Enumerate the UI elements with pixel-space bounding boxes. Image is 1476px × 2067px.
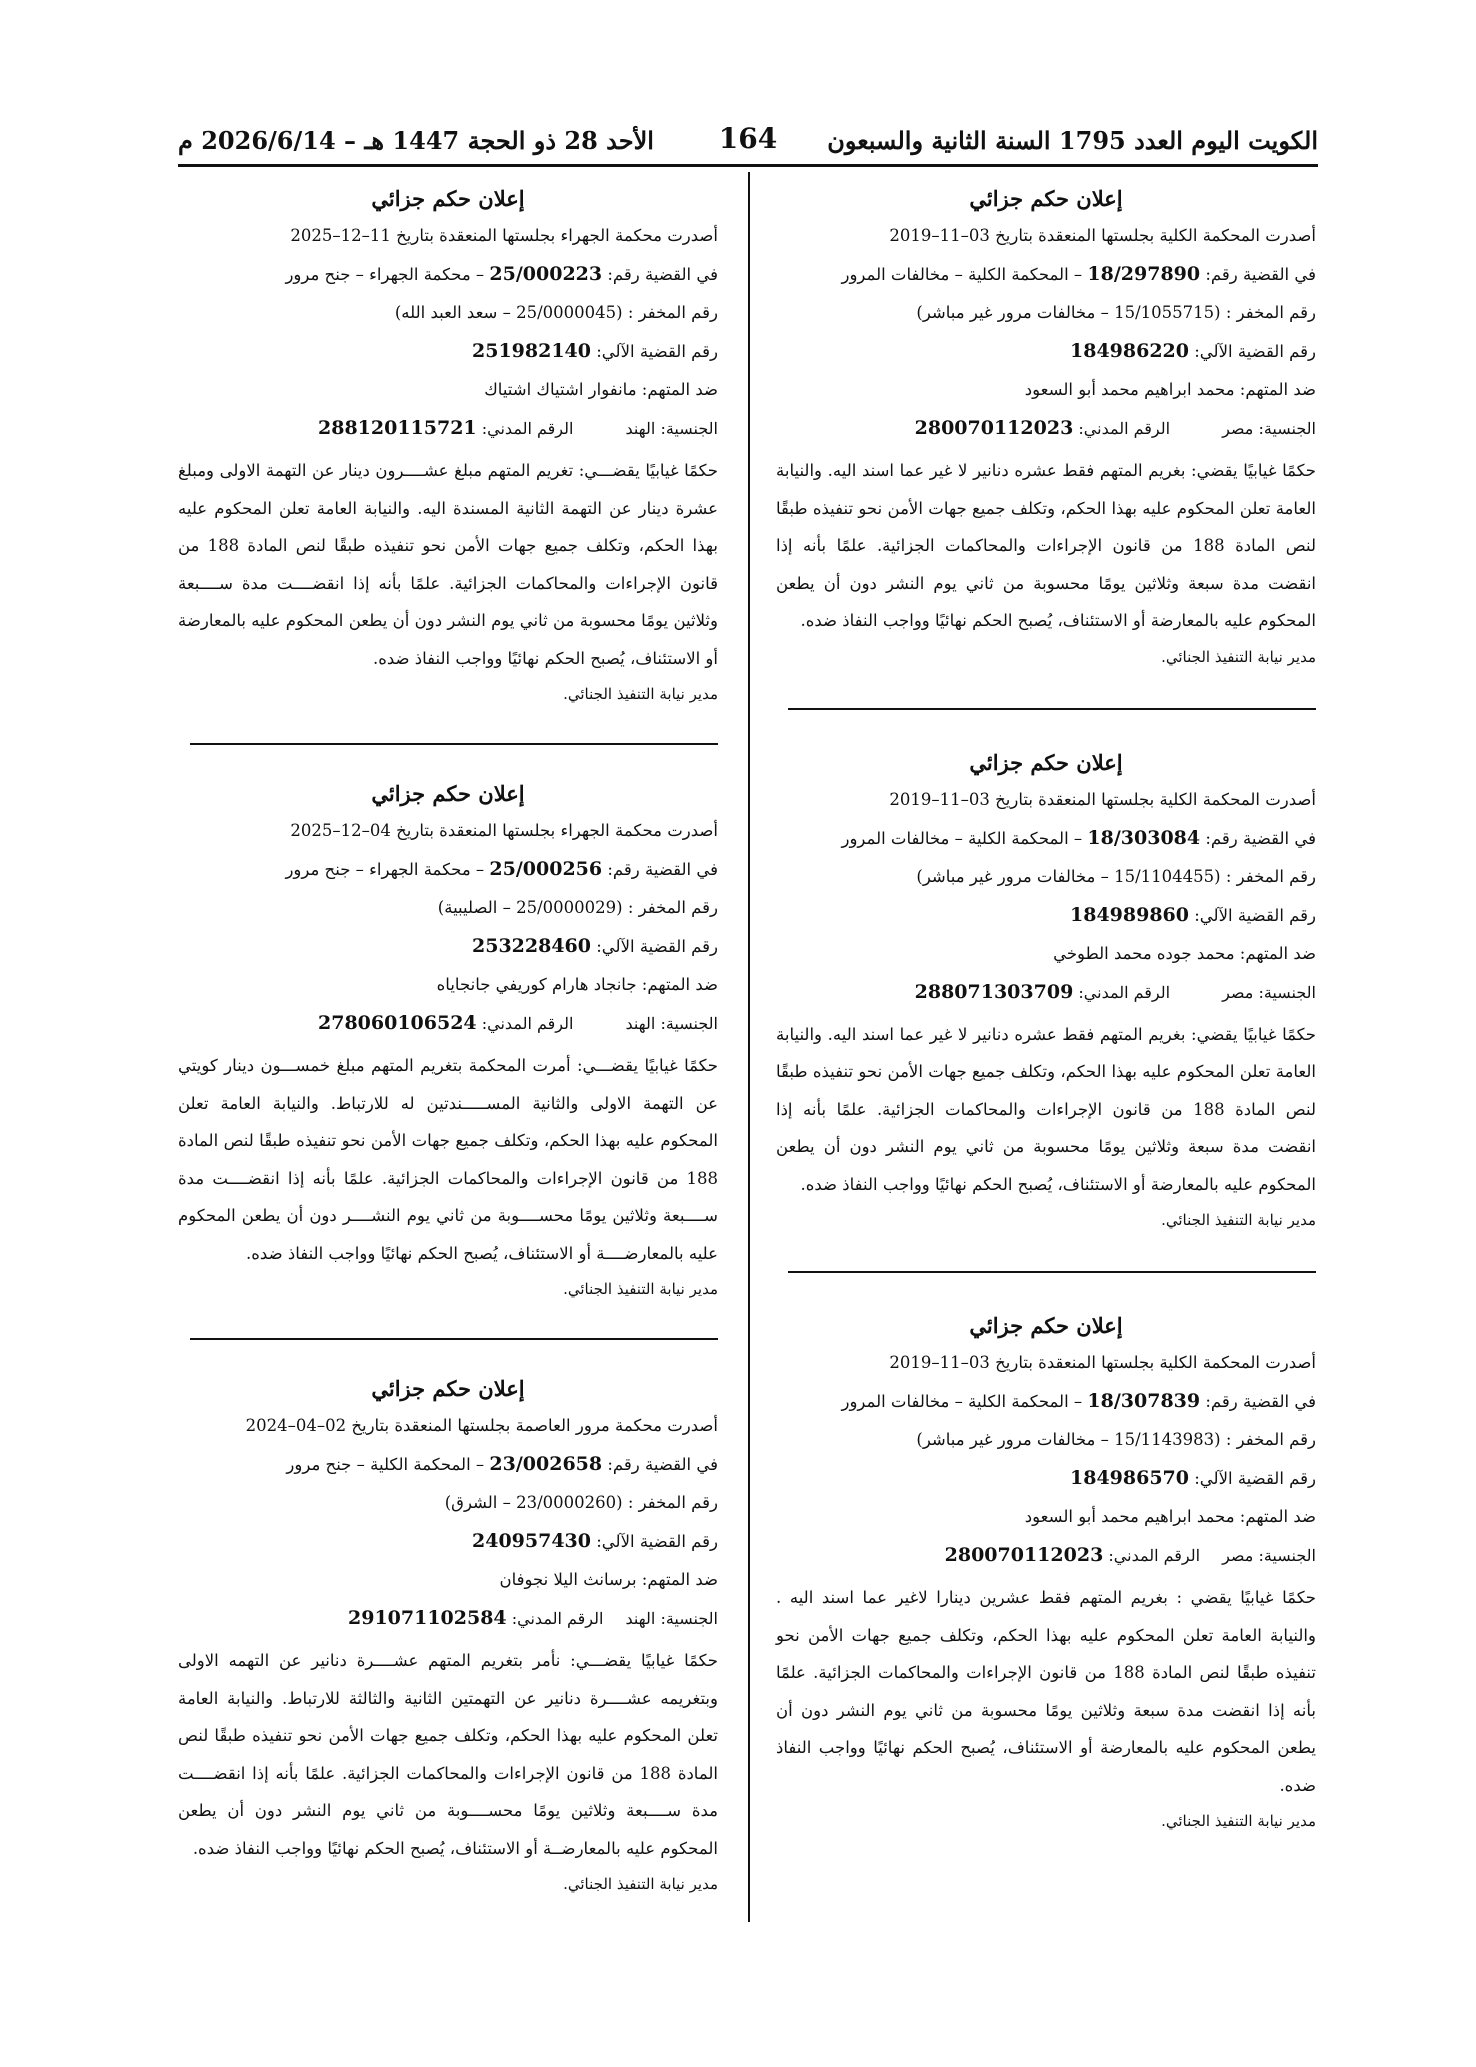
case-line: في القضية رقم: 18/307839 – المحكمة الكلية – مخالفات المرور: [841, 1390, 1316, 1412]
column-divider: [748, 172, 750, 1922]
nationality-line: الجنسية: مصرالرقم المدني: 288071303709: [914, 980, 1316, 1003]
notice: [178, 1376, 718, 1895]
nationality-line: الجنسية: الهندالرقم المدني: 278060106524: [318, 1012, 718, 1034]
notice: [178, 781, 718, 1300]
notice-title: إعلان حكم جزائي: [371, 1376, 525, 1401]
nationality-line: الجنسية: الهندالرقم المدني: 291071102584: [348, 1607, 718, 1629]
notice-separator: [190, 1338, 718, 1340]
notice-signature: مدير نيابة التنفيذ الجنائي.: [1161, 1812, 1316, 1830]
notice-signature: مدير نيابة التنفيذ الجنائي.: [1161, 1211, 1316, 1229]
nationality-line: الجنسية: الهندالرقم المدني: 288120115721: [318, 417, 718, 439]
accused-line: ضد المتهم: برسانث اليلا نجوفان: [499, 1570, 718, 1589]
notice-separator: [788, 708, 1316, 710]
notice-body: حكمًا غيابيًا يقضي : بغريم المتهم فقط عشرين دينارا لاغير عما اسند اليه . والنيابة العامة تعلن المحكوم عليه بهذا الحكم، وتكلف جميع جهات الأمن نحو تنفيذه طبقًا لنص المادة 188 من قانون الإجراءات والمحاكمات الجزائية. علمًا بأنه إذا انقضت مدة سبعة وثلاثين يومًا محسوبة من ثاني يوم النشر دون أن يطعن المحكوم عليه بالمعارضة أو الاستئناف، يُصبح الحكم نهائيًا وواجب النفاذ ضده.: [776, 1588, 1317, 1795]
left-column: [178, 186, 718, 1895]
right-column: [776, 186, 1316, 1832]
station-line: رقم المخفر : (15/1143983 – مخالفات مرور غير مباشر): [916, 1430, 1316, 1449]
court-line: أصدرت المحكمة الكلية بجلستها المنعقدة بتاريخ 03–11–2019: [889, 1353, 1316, 1372]
station-line: رقم المخفر : (25/0000029 – الصليبية): [437, 898, 718, 917]
auto-case-line: رقم القضية الآلي: 240957430: [472, 1530, 718, 1552]
station-line: رقم المخفر : (25/0000045 – سعد العبد الله): [394, 303, 718, 322]
auto-case-line: رقم القضية الآلي: 251982140: [472, 340, 718, 362]
accused-line: ضد المتهم: محمد ابراهيم محمد أبو السعود: [1024, 380, 1316, 399]
auto-case-line: رقم القضية الآلي: 184989860: [1070, 903, 1316, 926]
notice-body: حكمًا غيابيًا يقضـــي: أمرت المحكمة بتغريم المتهم مبلغ خمســـون دينار كويتي عن التهمة الاولى والثانية المســـــندتين له للارتباط. والنيابة العامة تعلن المحكوم عليه بهذا الحكم، وتكلف جميع جهات الأمن نحو تنفيذه طبقًا لنص المادة 188 من قانون الإجراءات والمحاكمات الجزائية. علمًا بأنه إذا انقضــــت مدة ســــبعة وثلاثين يومًا محســــوبة من ثاني يوم النشــــر دون أن يطعن المحكوم عليه بالمعارضــــة أو الاستئناف، يُصبح الحكم نهائيًا وواجب النفاذ ضده.: [178, 1056, 718, 1263]
notice-title: إعلان حكم جزائي: [371, 781, 525, 806]
notice-body: حكمًا غيابيًا يقضي: بغريم المتهم فقط عشره دنانير لا غير عما اسند اليه. والنيابة العامة تعلن المحكوم عليه بهذا الحكم، وتكلف جميع جهات الأمن نحو تنفيذه طبقًا لنص المادة 188 من قانون الإجراءات والمحاكمات الجزائية. علمًا بأنه إذا انقضت مدة سبعة وثلاثين يومًا محسوبة من ثاني يوم النشر دون أن يطعن المحكوم عليه بالمعارضة أو الاستئناف، يُصبح الحكم نهائيًا وواجب النفاذ ضده.: [776, 1024, 1316, 1194]
notice-signature: مدير نيابة التنفيذ الجنائي.: [563, 1875, 718, 1893]
nationality-line: الجنسية: مصرالرقم المدني: 280070112023: [914, 417, 1316, 439]
auto-case-line: رقم القضية الآلي: 253228460: [472, 935, 718, 957]
case-line: في القضية رقم: 25/000223 – محكمة الجهراء – جنح مرور: [285, 263, 718, 285]
notice-separator: [190, 743, 718, 745]
page-header: [178, 118, 1318, 166]
station-line: رقم المخفر : (15/1055715 – مخالفات مرور غير مباشر): [916, 303, 1316, 322]
case-line: في القضية رقم: 18/303084 – المحكمة الكلية – مخالفات المرور: [841, 826, 1316, 849]
notice-body: حكمًا غيابيًا يقضـــي: تغريم المتهم مبلغ عشــــرون دينار عن التهمة الاولى ومبلغ عشرة دينار عن التهمة الثانية المسندة اليه. والنيابة العامة تعلن المحكوم عليه بهذا الحكم، وتكلف جميع جهات الأمن نحو تنفيذه طبقًا لنص المادة 188 من قانون الإجراءات والمحاكمات الجزائية. علمًا بأنه إذا انقضــــت مدة ســــبعة وثلاثين يومًا محسوبة من ثاني يوم النشر دون أن يطعن المحكوم عليه بالمعارضة أو الاستئناف، يُصبح الحكم نهائيًا وواجب النفاذ ضده.: [178, 461, 718, 668]
notice: [776, 750, 1316, 1232]
issue-info: الكويت اليوم العدد 1795 السنة الثانية والسبعون: [827, 126, 1318, 155]
court-line: أصدرت المحكمة الكلية بجلستها المنعقدة بتاريخ 03–11–2019: [889, 226, 1316, 245]
notice: [178, 186, 718, 705]
header-rule: [178, 164, 1318, 167]
case-line: في القضية رقم: 23/002658 – المحكمة الكلية – جنح مرور: [286, 1453, 718, 1475]
court-line: أصدرت محكمة الجهراء بجلستها المنعقدة بتاريخ 11–12–2025: [290, 226, 718, 245]
notice-title: إعلان حكم جزائي: [371, 186, 525, 211]
page-number: 164: [718, 122, 778, 155]
accused-line: ضد المتهم: محمد ابراهيم محمد أبو السعود: [1024, 1507, 1316, 1526]
notice-title: إعلان حكم جزائي: [969, 749, 1123, 775]
notice-body: حكمًا غيابيًا يقضـــي: نأمر بتغريم المتهم عشــــرة دنانير عن التهمه الاولى وبتغريمه عشــــرة دنانير عن التهمتين الثانية والثالثة للارتباط. والنيابة العامة تعلن المحكوم عليه بهذا الحكم، وتكلف جميع جهات الأمن نحو تنفيذه طبقًا لنص المادة 188 من قانون الإجراءات والمحاكمات الجزائية. علمًا بأنه إذا انقضــــت مدة ســــبعة وثلاثين يومًا محســــوبة من ثاني يوم النشر دون أن يطعن المحكوم عليه بالمعارضــة أو الاستئناف، يُصبح الحكم نهائيًا وواجب النفاذ ضده.: [178, 1651, 718, 1858]
notice-title: إعلان حكم جزائي: [969, 186, 1123, 211]
court-line: أصدرت محكمة مرور العاصمة بجلستها المنعقدة بتاريخ 02–04–2024: [245, 1416, 718, 1435]
auto-case-line: رقم القضية الآلي: 184986570: [1070, 1467, 1316, 1489]
notice-signature: مدير نيابة التنفيذ الجنائي.: [563, 685, 718, 703]
court-line: أصدرت المحكمة الكلية بجلستها المنعقدة بتاريخ 03–11–2019: [889, 789, 1316, 809]
accused-line: ضد المتهم: جانجاد هارام كوريفي جانجاياه: [436, 975, 718, 994]
notice-body: حكمًا غيابيًا يقضي: بغريم المتهم فقط عشره دنانير لا غير عما اسند اليه. والنيابة العامة تعلن المحكوم عليه بهذا الحكم، وتكلف جميع جهات الأمن نحو تنفيذه طبقًا لنص المادة 188 من قانون الإجراءات والمحاكمات الجزائية. علمًا بأنه إذا انقضت مدة سبعة وثلاثين يومًا محسوبة من ثاني يوم النشر دون أن يطعن المحكوم عليه بالمعارضة أو الاستئناف، يُصبح الحكم نهائيًا وواجب النفاذ ضده.: [776, 461, 1316, 630]
notice-separator: [788, 1271, 1316, 1273]
accused-line: ضد المتهم: محمد جوده محمد الطوخي: [1053, 943, 1316, 963]
case-line: في القضية رقم: 18/297890 – المحكمة الكلية – مخالفات المرور: [841, 263, 1316, 285]
station-line: رقم المخفر : (15/1104455 – مخالفات مرور غير مباشر): [916, 866, 1316, 886]
notice: [776, 186, 1316, 668]
notice-title: إعلان حكم جزائي: [969, 1313, 1123, 1338]
case-line: في القضية رقم: 25/000256 – محكمة الجهراء – جنح مرور: [285, 858, 718, 880]
notice-signature: مدير نيابة التنفيذ الجنائي.: [1161, 647, 1316, 666]
issue-date: الأحد 28 ذو الحجة 1447 هـ – 2026/6/14 م: [178, 126, 654, 155]
station-line: رقم المخفر : (23/0000260 – الشرق): [444, 1493, 718, 1512]
notice: [776, 1313, 1316, 1832]
auto-case-line: رقم القضية الآلي: 184986220: [1070, 340, 1316, 362]
accused-line: ضد المتهم: مانفوار اشتياك اشتياك: [484, 380, 718, 399]
notice-signature: مدير نيابة التنفيذ الجنائي.: [563, 1280, 718, 1298]
nationality-line: الجنسية: مصرالرقم المدني: 280070112023: [944, 1544, 1316, 1566]
court-line: أصدرت محكمة الجهراء بجلستها المنعقدة بتاريخ 04–12–2025: [290, 821, 718, 840]
